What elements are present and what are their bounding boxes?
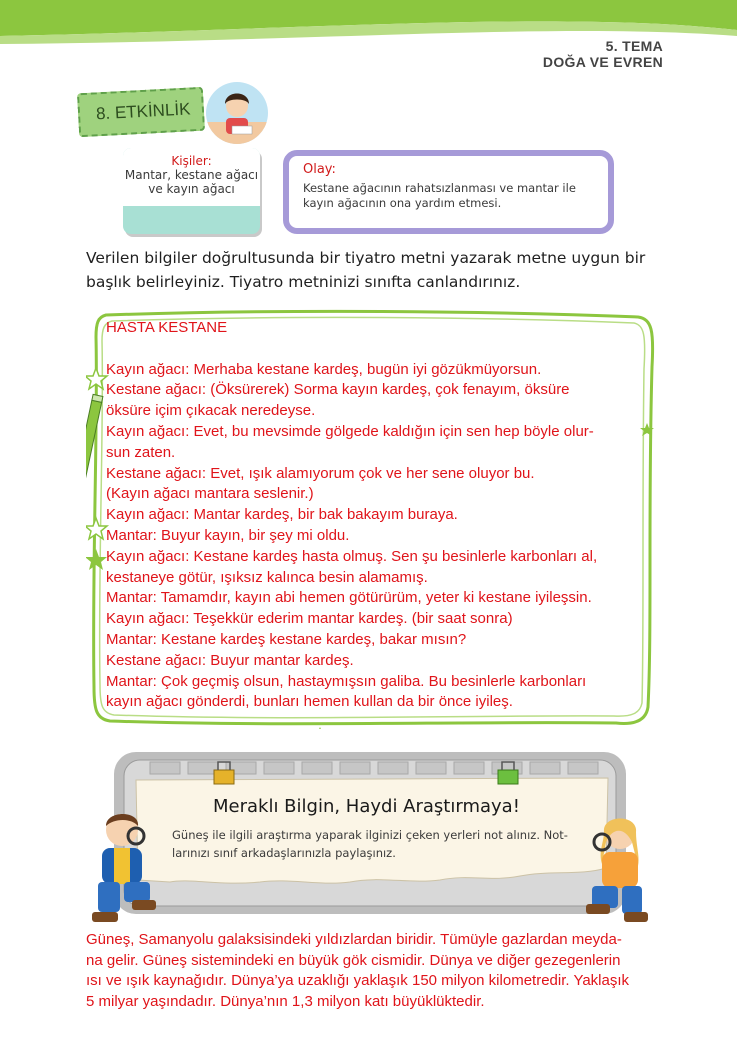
theme-number: 5. TEMA (605, 38, 663, 54)
characters-box (123, 148, 260, 234)
instruction-line: Verilen bilgiler doğrultusunda bir tiyatro metni yazarak metne uygun bir (86, 249, 646, 267)
theme-label (543, 38, 663, 70)
research-text (172, 826, 577, 862)
research-line: Güneş ile ilgili araştırma yaparak ilginizi çeken yerleri not alınız. Not- (172, 828, 568, 842)
story-title: HASTA KESTANE (106, 319, 228, 336)
story-line: Kayın ağacı: Teşekkür ederim mantar kardeş. (bir saat sonra) (106, 610, 513, 628)
story-line: kayın ağacı gönderdi, bunları hemen kullan da bir önce iyileş. (106, 693, 513, 711)
story-text (106, 318, 636, 713)
star-icon (86, 518, 107, 539)
boy-explorer-icon (88, 808, 160, 926)
story-line: (Kayın ağacı mantara seslenir.) (106, 485, 314, 503)
story-line: Kestane ağacı: (Öksürerek) Sorma kayın kardeş, çok fenayım, öksüre (106, 381, 570, 399)
story-line: Mantar: Kestane kardeş kestane kardeş, bakar mısın? (106, 630, 467, 648)
event-line: kayın ağacının ona yardım etmesi. (303, 196, 502, 210)
story-line: Kayın ağacı: Kestane kardeş hasta olmuş. Sen şu besinlerle karbonları al, (106, 547, 598, 565)
event-line: Kestane ağacının rahatsızlanması ve mantar ile (303, 181, 576, 195)
star-icon (310, 727, 330, 729)
story-line: Kayın ağacı: Evet, bu mevsimde gölgede kaldığın için sen hep böyle olur- (106, 422, 594, 440)
research-line: larınızı sınıf arkadaşlarınızla paylaşınız. (172, 846, 396, 860)
story-line: Mantar: Tamamdır, kayın abi hemen götürürüm, yeter ki kestane iyileşsin. (106, 589, 592, 607)
characters-title: Kişiler: (171, 154, 212, 168)
event-title: Olay: (303, 162, 336, 177)
story-line: öksüre içim çıkacak neredeyse. (106, 402, 316, 420)
story-line: Kayın ağacı: Mantar kardeş, bir bak bakayım buraya. (106, 506, 458, 524)
story-line: Kestane ağacı: Buyur mantar kardeş. (106, 651, 354, 669)
answer-line: na gelir. Güneş sistemindeki en büyük gök cismidir. Dünya ve diğer gezegenlerin (86, 951, 621, 969)
instruction-text (86, 246, 652, 294)
story-line: Kestane ağacı: Evet, ışık alamıyorum çok ve her sene oluyor bu. (106, 464, 535, 482)
star-icon (86, 549, 107, 570)
event-box (283, 150, 614, 234)
story-line: Mantar: Çok geçmiş olsun, hastaymışsın galiba. Bu besinlerle karbonları (106, 672, 587, 690)
research-title: Meraklı Bilgin, Haydi Araştırmaya! (213, 796, 520, 817)
answer-line: Güneş, Samanyolu galaksisindeki yıldızlardan biridir. Tümüyle gazlardan meyda- (86, 931, 622, 948)
activity-tag: 8. ETKİNLİK (77, 87, 205, 138)
theme-name: DOĞA VE EVREN (542, 54, 663, 70)
story-line: kestaneye götür, ışıksız kalınca besin alamamış. (106, 568, 428, 586)
story-line: Mantar: Buyur kayın, bir şey mi oldu. (106, 526, 350, 544)
characters-line: ve kayın ağacı (148, 182, 235, 196)
answer-line: ısı ve ışık kaynağıdır. Dünya’ya uzaklığı yaklaşık 150 milyon kilometredir. Yaklaşık (86, 972, 630, 989)
characters-line: Mantar, kestane ağacı (124, 168, 259, 182)
story-line: sun zaten. (106, 443, 176, 461)
answer-text (86, 930, 666, 1012)
instruction-line: başlık belirleyiniz. Tiyatro metninizi sınıfta canlandırınız. (86, 273, 521, 291)
story-line: Kayın ağacı: Merhaba kestane kardeş, bugün iyi gözükmüyorsun. (106, 360, 542, 378)
girl-explorer-icon (584, 812, 652, 926)
student-avatar-icon (206, 82, 268, 144)
answer-line: 5 milyar yaşındadır. Dünya’nın 1,3 milyon katı büyüklüktedir. (86, 992, 485, 1010)
